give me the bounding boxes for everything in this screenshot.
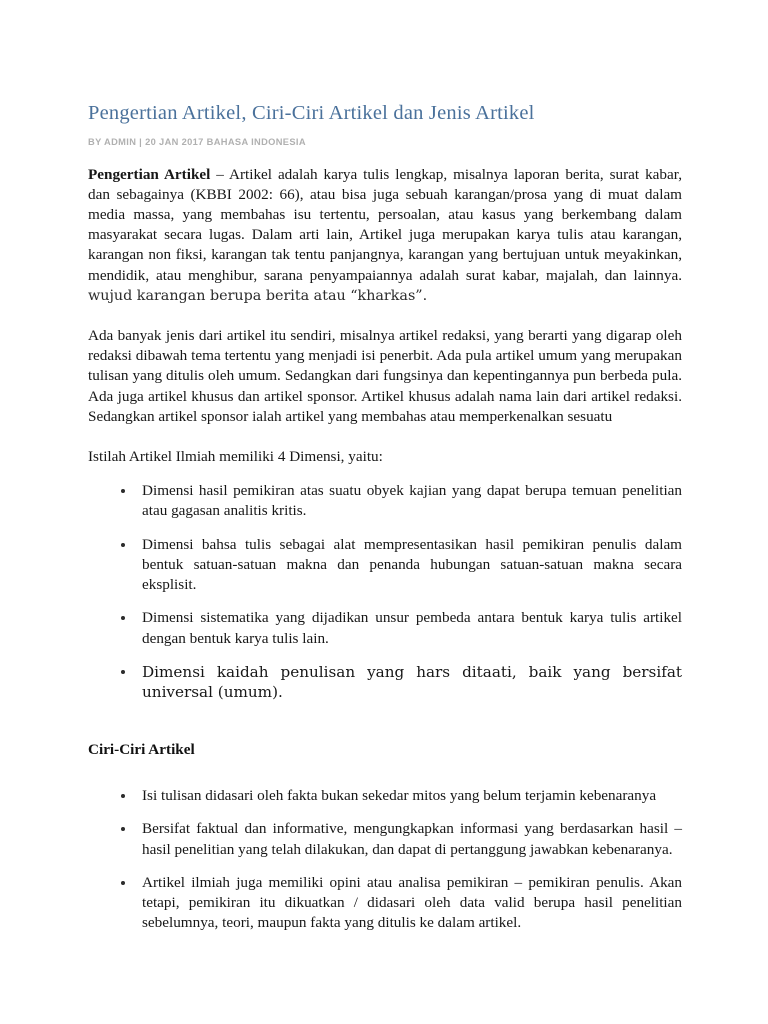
dimensi-list xyxy=(88,481,682,702)
bullet-dot-icon xyxy=(121,827,125,831)
list-item-text: Dimensi hasil pemikiran atas suatu obyek kajian yang dapat berupa temuan penelitian atau gagasan analitis kritis. xyxy=(142,482,682,520)
list-item xyxy=(88,481,682,521)
paragraph-pengertian-tail: wujud karangan berupa berita atau “kharkas”. xyxy=(88,287,428,304)
list-item xyxy=(88,786,682,806)
paragraph-pengertian-main: – Artikel adalah karya tulis lengkap, misalnya laporan berita, surat kabar, dan sebagainya (KBBI 2002: 66), atau bisa juga sebuah karangan/prosa yang di muat dalam media massa, yang membahas isu tertentu, persoalan, atau kasus yang berkembang dalam masyarakat secara lugas. Dalam arti lain, Artikel juga merupakan karya tulis atau karangan, karangan non fiksi, karangan tak tentu panjangnya, karangan yang bertujuan untuk meyakinkan, mendidik, atau menghibur, sarana penyampaiannya adalah surat kabar, majalah, dan lainnya. xyxy=(88,165,682,284)
ciri-ciri-list xyxy=(88,786,682,933)
paragraph-pengertian xyxy=(88,165,682,306)
bullet-dot-icon xyxy=(121,670,125,674)
paragraph-jenis-artikel: Ada banyak jenis dari artikel itu sendiri, misalnya artikel redaksi, yang berarti yang digarap oleh redaksi dibawah tema tertentu yang menjadi isi penerbit. Ada pula artikel umum yang merupakan tulisan yang ditulis oleh umum. Sedangkan dari fungsinya dan kepentingannya pun berbeda pula. Ada juga artikel khusus dan artikel sponsor. Artikel khusus adalah nama lain dari artikel redaksi. Sedangkan artikel sponsor ialah artikel yang membahas atau memperkenalkan sesuatu xyxy=(88,327,682,425)
intro-dimensi: Istilah Artikel Ilmiah memiliki 4 Dimensi, yaitu: xyxy=(88,448,383,466)
bullet-dot-icon xyxy=(121,794,125,798)
page-title: Pengertian Artikel, Ciri-Ciri Artikel dan Jenis Artikel xyxy=(88,102,535,124)
list-item-text: Bersifat faktual dan informative, mengungkapkan informasi yang berdasarkan hasil – hasil penelitian yang telah dilakukan, dan dapat di pertanggung jawabkan kebenaranya. xyxy=(142,820,682,858)
list-item-text: Dimensi kaidah penulisan yang hars ditaati, baik yang bersifat universal (umum). xyxy=(142,662,682,701)
list-item xyxy=(88,608,682,648)
list-item-text: Dimensi sistematika yang dijadikan unsur pembeda antara bentuk karya tulis artikel dengan bentuk karya tulis lain. xyxy=(142,609,682,647)
list-item-text: Dimensi bahsa tulis sebagai alat mempresentasikan hasil pemikiran penulis dalam bentuk satuan-satuan makna dan penanda hubungan satuan-satuan makna secara eksplisit. xyxy=(142,535,682,594)
bullet-dot-icon xyxy=(121,881,125,885)
list-item xyxy=(88,535,682,596)
paragraph-lead-label: Pengertian Artikel xyxy=(88,165,211,183)
bullet-dot-icon xyxy=(121,616,125,620)
subheading-ciri-ciri: Ciri-Ciri Artikel xyxy=(88,741,195,759)
article-content xyxy=(88,100,682,951)
list-item xyxy=(88,819,682,859)
list-item xyxy=(88,873,682,934)
bullet-dot-icon xyxy=(121,489,125,493)
byline: BY ADMIN | 20 JAN 2017 BAHASA INDONESIA xyxy=(88,136,306,147)
bullet-dot-icon xyxy=(121,543,125,547)
list-item-text: Isi tulisan didasari oleh fakta bukan sekedar mitos yang belum terjamin kebenaranya xyxy=(142,787,657,805)
list-item-text: Artikel ilmiah juga memiliki opini atau analisa pemikiran – pemikiran penulis. Akan tetapi, pemikiran itu dikuatkan / didasari oleh data valid berupa hasil penelitian sebelumnya, teori, maupun fakta yang ditulis ke dalam artikel. xyxy=(142,873,682,932)
list-item xyxy=(88,662,682,702)
